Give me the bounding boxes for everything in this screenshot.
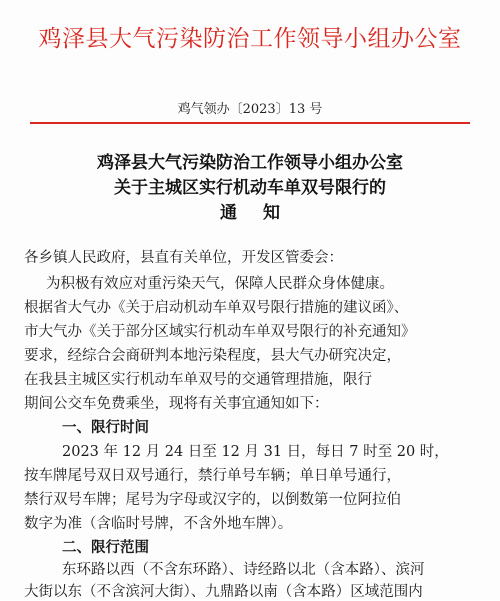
issuing-organization-header: 鸡泽县大气污染防治工作领导小组办公室 — [38, 26, 462, 52]
section-1-heading: 一、限行时间 — [62, 419, 149, 436]
section-2-line-2: 大街以东（不含滨河大街）、九鼎路以南（含本路）区域范围内 — [24, 584, 423, 600]
salutation: 各乡镇人民政府，县直有关单位，开发区管委会： — [24, 250, 343, 266]
body-line-5: 在我县主城区实行机动车单双号的交通管理措施，限行 — [24, 372, 372, 388]
section-1-line-4: 数字为准（含临时号牌，不含外地车牌）。 — [24, 516, 293, 532]
title-line-3: 通知 — [220, 203, 306, 223]
title-line-1: 鸡泽县大气污染防治工作领导小组办公室 — [97, 153, 403, 173]
section-1-line-1: 2023 年 12 月 24 日至 12 月 31 日，每日 7 时至 20 时， — [62, 444, 449, 460]
body-line-6: 期间公交车免费乘坐，现将有关事宜通知如下： — [24, 396, 329, 412]
document-number: 鸡气领办〔2023〕13 号 — [177, 102, 323, 117]
body-line-1: 为积极有效应对重污染天气，保障人民群众身体健康。 — [46, 276, 394, 292]
section-1-line-2: 按车牌尾号双日双号通行，禁行单号车辆；单日单号通行， — [24, 468, 401, 484]
red-divider-line — [30, 122, 470, 124]
body-line-3: 市大气办《关于部分区域实行机动车单双号限行的补充通知》 — [24, 324, 416, 340]
section-1-line-3: 禁行双号车牌；尾号为字母或汉字的，以倒数第一位阿拉伯 — [24, 492, 401, 508]
body-line-2: 根据省大气办《关于启动机动车单双号限行措施的建议函》、 — [24, 300, 409, 316]
section-2-line-1: 东环路以西（不含东环路）、诗经路以北（含本路）、滨河 — [62, 562, 425, 578]
body-line-4: 要求，经综合会商研判本地污染程度，县大气办研究决定， — [24, 348, 401, 364]
section-2-heading: 二、限行范围 — [62, 539, 149, 556]
title-line-2: 关于主城区实行机动车单双号限行的 — [114, 178, 386, 198]
